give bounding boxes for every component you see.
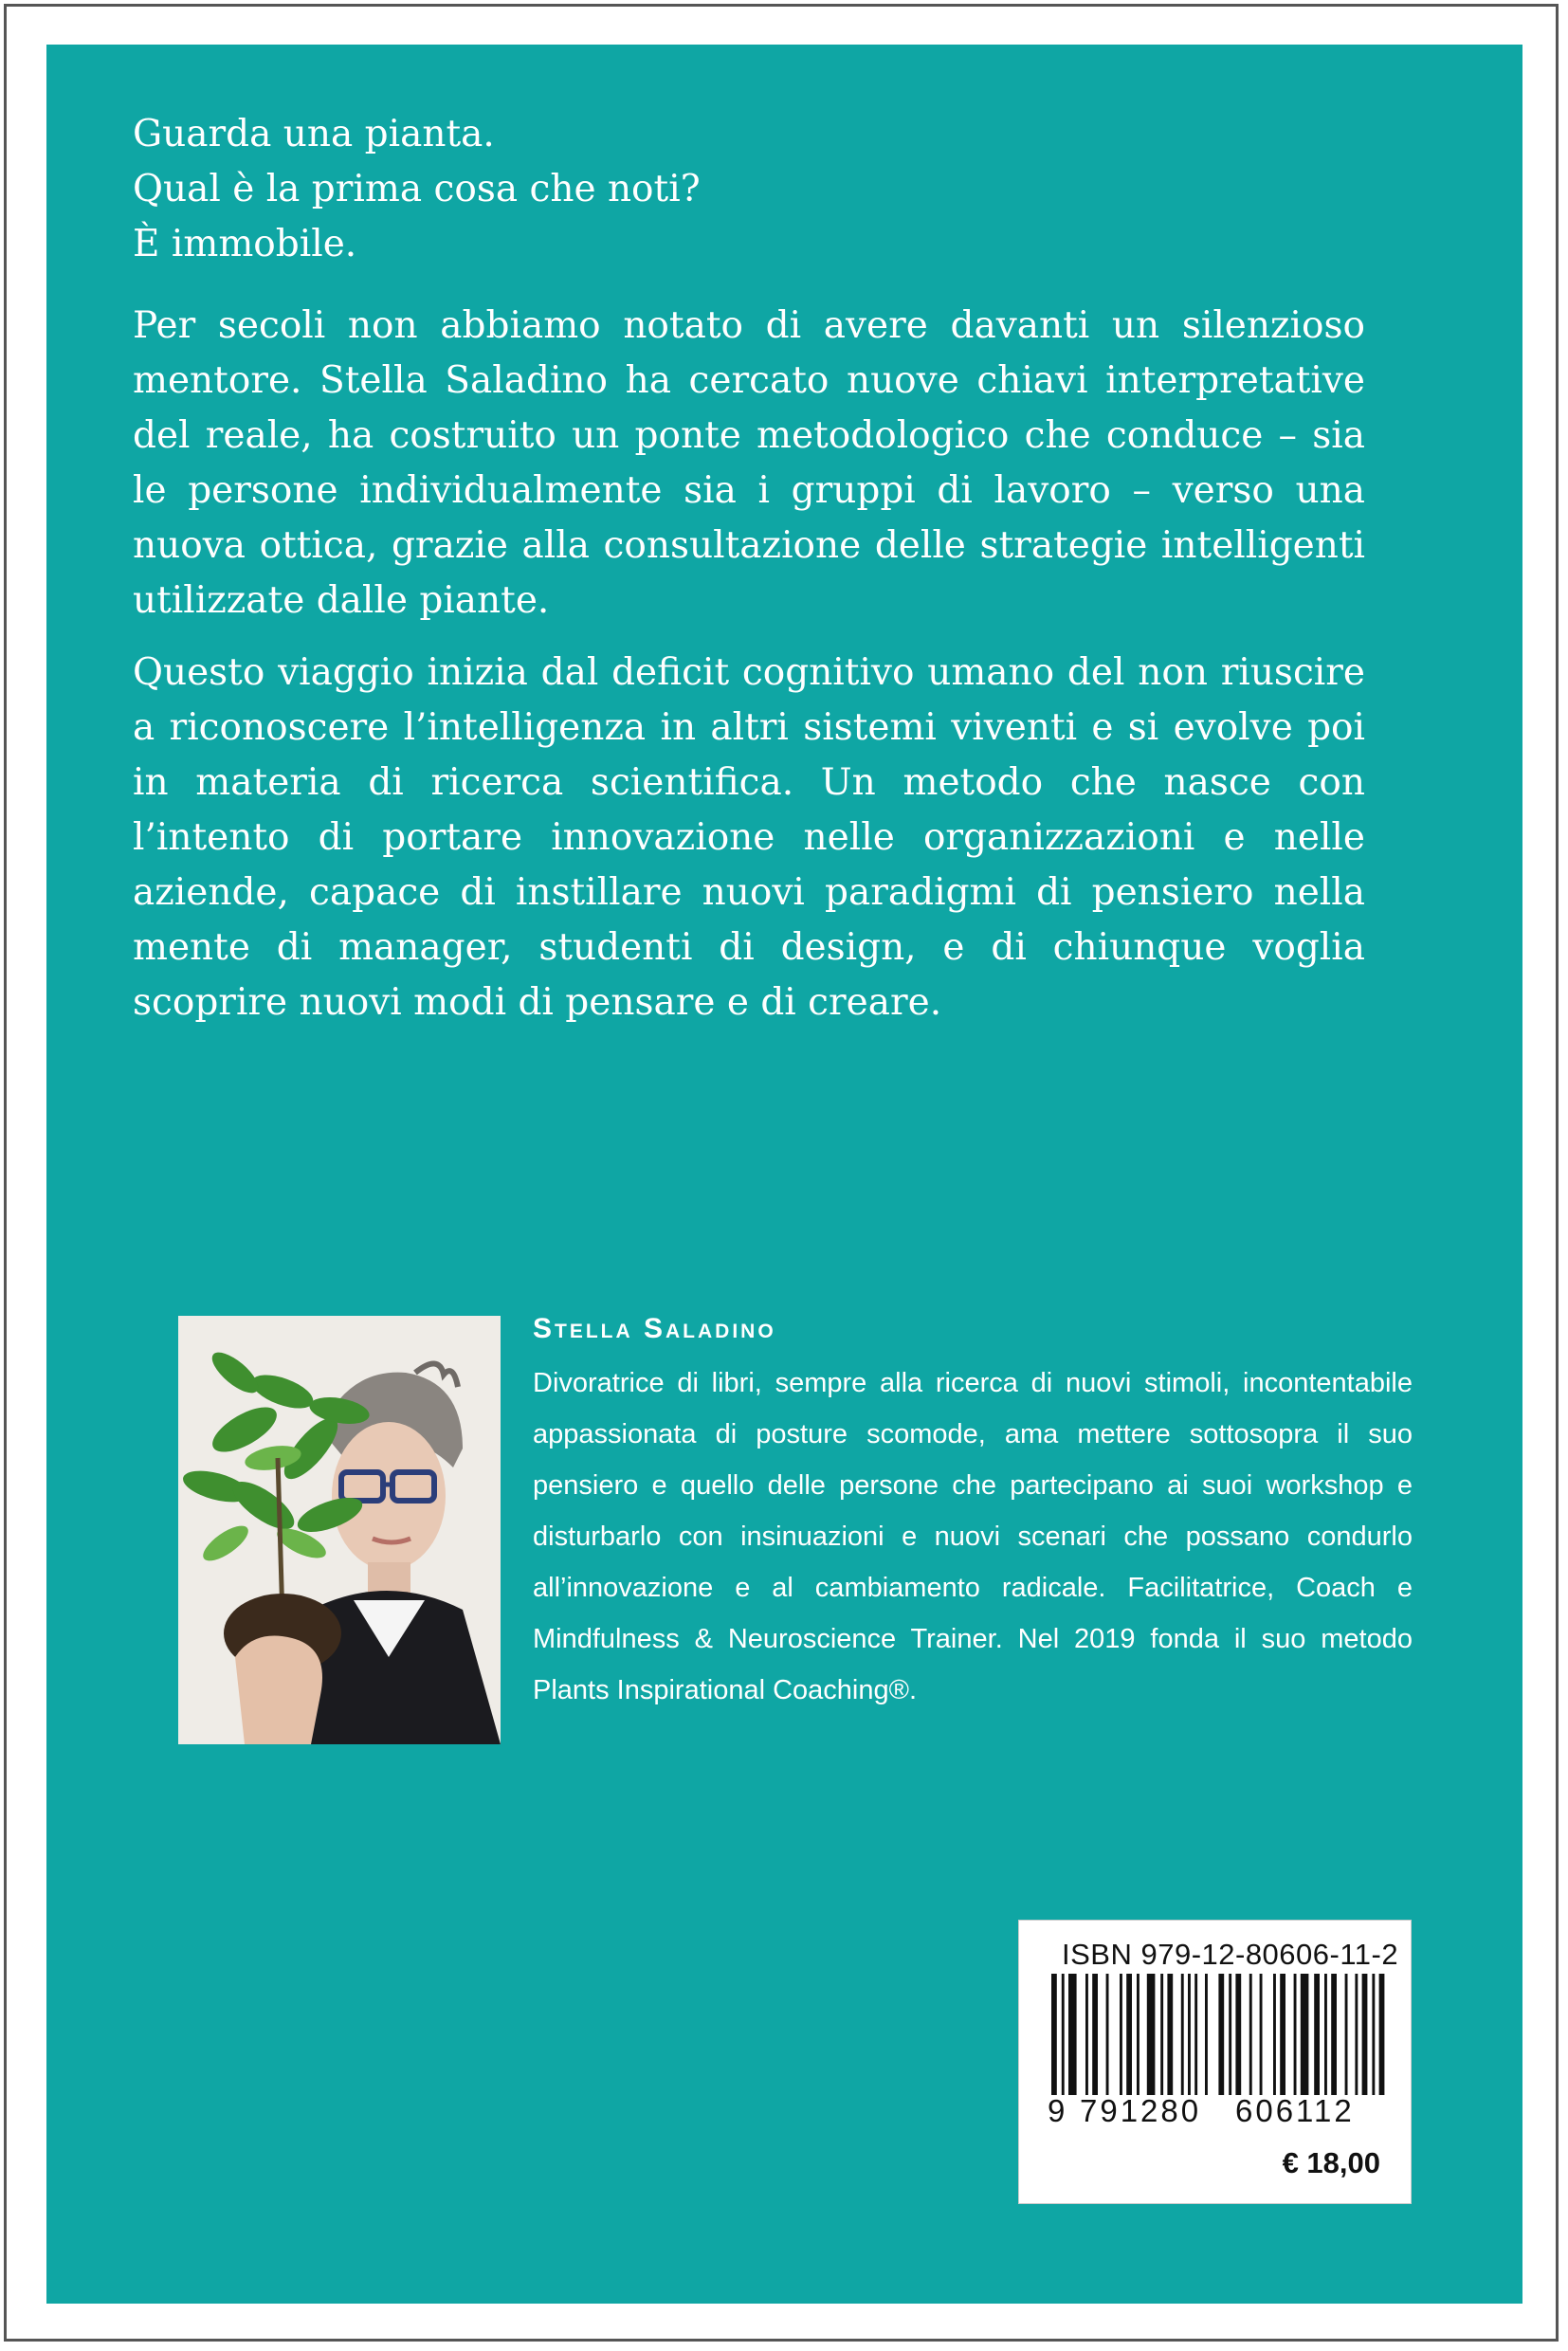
barcode-bar bbox=[1260, 1974, 1263, 2095]
opening-line: Qual è la prima cosa che noti? bbox=[133, 168, 701, 210]
barcode-bar bbox=[1362, 1974, 1368, 2095]
barcode-bar bbox=[1280, 1974, 1285, 2095]
barcode-bar bbox=[1301, 1974, 1309, 2095]
barcode-bar bbox=[1160, 1974, 1163, 2095]
barcode-bar bbox=[1051, 1974, 1057, 2095]
barcode-bar bbox=[1218, 1974, 1224, 2095]
ean-left-digits: 791280 bbox=[1080, 2093, 1202, 2128]
barcode-bar bbox=[1379, 1974, 1385, 2095]
barcode-bar bbox=[1181, 1974, 1184, 2095]
price-label: € 18,00 bbox=[1282, 2146, 1380, 2179]
opening-lines bbox=[133, 107, 1365, 272]
barcode-bar bbox=[1062, 1974, 1065, 2095]
blurb-text bbox=[133, 107, 1365, 1030]
barcode-bar bbox=[1324, 1974, 1327, 2095]
barcode-bar bbox=[1331, 1974, 1337, 2095]
barcode-bar bbox=[1068, 1974, 1077, 2095]
barcode-bar bbox=[1194, 1974, 1197, 2095]
barcode-bar bbox=[1372, 1974, 1375, 2095]
barcode-bar bbox=[1126, 1974, 1132, 2095]
blurb-paragraph: Per secoli non abbiamo notato di avere davanti un silenzioso mentore. Stella Saladino ha cercato nuove chiavi interpretative del reale, ha costruito un ponte metodologico che conduce – sia le persone individualmente sia i gruppi di lavoro – verso una nuova ottica, grazie alla consultazione delle strategie intelligenti utilizzate dalle piante. bbox=[133, 304, 1365, 622]
barcode-bar bbox=[1314, 1974, 1320, 2095]
author-section bbox=[533, 1308, 1413, 1716]
barcode-bar bbox=[1294, 1974, 1297, 2095]
barcode-bar bbox=[1205, 1974, 1208, 2095]
ean-first-digit: 9 bbox=[1048, 2093, 1066, 2128]
opening-line: Guarda una pianta. bbox=[133, 113, 495, 155]
barcode-bar bbox=[1273, 1974, 1276, 2095]
barcode-bar bbox=[1188, 1974, 1191, 2095]
author-portrait-illustration bbox=[178, 1316, 501, 1744]
barcode-bar bbox=[1085, 1974, 1088, 2095]
barcode-bar bbox=[1355, 1974, 1358, 2095]
barcode-bar bbox=[1106, 1974, 1109, 2095]
barcode-bar bbox=[1167, 1974, 1173, 2095]
barcode-bar bbox=[1249, 1974, 1252, 2095]
author-name: Stella Saladino bbox=[533, 1313, 776, 1344]
ean-barcode bbox=[1046, 1974, 1389, 2102]
barcode-bar bbox=[1345, 1974, 1348, 2095]
ean-right-digits: 606112 bbox=[1235, 2093, 1355, 2128]
barcode-bar bbox=[1137, 1974, 1140, 2095]
barcode-bar bbox=[1229, 1974, 1231, 2095]
barcode-bar bbox=[1235, 1974, 1241, 2095]
isbn-label: ISBN 979-12-80606-11-2 bbox=[1062, 1938, 1399, 1971]
barcode-panel bbox=[1018, 1920, 1412, 2204]
author-photo bbox=[178, 1316, 501, 1744]
barcode-bar bbox=[1120, 1974, 1122, 2095]
opening-line: È immobile. bbox=[133, 223, 357, 265]
barcode-bar bbox=[1147, 1974, 1156, 2095]
author-bio: Divoratrice di libri, sempre alla ricerca di nuovi stimoli, incontentabile appassionata di posture scomode, ama mettere sottosopra il suo pensiero e quello delle persone che partecipano ai suoi workshop e disturbarlo con insinuazioni e nuovi scenari che possano condurlo all’innovazione e al cambiamento radicale. Facilitatrice, Coach e Mindfulness & Neuroscience Trainer. Nel 2019 fonda il suo metodo Plants Inspirational Coaching®. bbox=[533, 1368, 1413, 1705]
blurb-paragraph: Questo viaggio inizia dal deficit cognitivo umano del non riuscire a riconoscere l’intelligenza in altri sistemi viventi e si evolve poi in materia di ricerca scientifica. Un metodo che nasce con l’intento di portare innovazione nelle organizzazioni e nelle aziende, capace di instillare nuovi paradigmi di pensiero nella mente di manager, studenti di design, e di chiunque voglia scoprire nuovi modi di pensare e di creare. bbox=[133, 651, 1365, 1024]
barcode-bar bbox=[1092, 1974, 1098, 2095]
